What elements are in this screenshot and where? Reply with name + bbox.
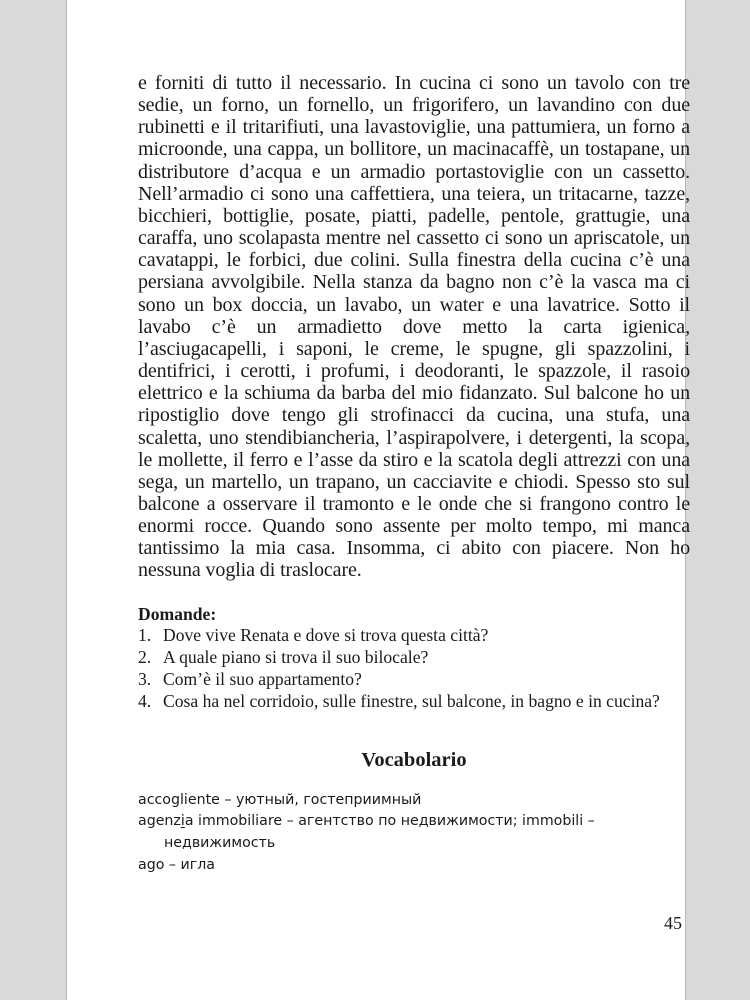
question-text: A quale piano si trova il suo bilocale? bbox=[163, 647, 429, 668]
question-item bbox=[138, 647, 690, 669]
question-item bbox=[138, 669, 690, 691]
question-text: Dove vive Renata e dove si trova questa città? bbox=[163, 625, 489, 646]
questions-section bbox=[138, 604, 690, 713]
vocabulary-entry bbox=[138, 811, 690, 855]
stress-mark: i bbox=[180, 813, 185, 830]
question-number: 3. bbox=[138, 668, 152, 689]
book-page bbox=[66, 0, 690, 1000]
question-list bbox=[138, 625, 690, 712]
vocabulary-heading: Vocabolario bbox=[361, 748, 467, 771]
question-text: Cosa ha nel corridoio, sulle finestre, sul balcone, in bagno e in cucina? bbox=[163, 690, 660, 711]
vocabulary-term bbox=[138, 813, 282, 829]
vocabulary-translation: игла bbox=[180, 856, 215, 873]
vocabulary-translation: уютный, гостеприимный bbox=[236, 791, 422, 808]
vocabulary-term: accogliente bbox=[138, 791, 220, 808]
body-paragraph: e forniti di tutto il necessario. In cucina ci sono un tavolo con tre sedie, un forno, un fornello, un frigorifero, un lavandino con due rubinetti e il tritarifiuti, una lavastoviglie, una pattumiera, un forno a microonde, una cappa, un bollitore, un macinacaffè, un tostapane, un distributore d’acqua e un armadio portastoviglie con un cassetto. Nell’armadio ci sono una caffettiera, una teiera, un tritacarne, tazze, bicchieri, bottiglie, posate, piatti, padelle, pentole, grattugie, una caraffa, uno scolapasta mentre nel cassetto ci sono un apriscatole, un cavatappi, le forbici, due colini. Sulla finestra della cucina c’è una persiana avvolgibile. Nella stanza da bagno non c’è la vasca ma ci sono un box doccia, un lavabo, un water e una lavatrice. Sotto il lavabo c’è un armadietto dove metto la carta igienica, l’asciugacapelli, i saponi, le creme, le spugne, gli spazzolini, i dentifrici, i cerotti, i profumi, i deodoranti, le spazzole, il rasoio elettrico e la schiuma da barba del mio fidanzato. Sul balcone ho un ripostiglio dove tengo gli strofinacci da cucina, una stufa, una scaletta, uno stendibiancheria, l’aspirapolvere, i detergenti, la scopa, le mollette, il ferro e l’asse da stiro e la scatola degli attrezzi con una sega, un martello, un trapano, un cacciavite e chiodi. Spesso sto sul balcone a osservare il tramonto e le onde che si frangono contro le enormi rocce. Quando sono assente per molto tempo, mi manca tantissimo la mia casa. Insomma, ci abito con piacere. Non ho nessuna voglia di traslocare. bbox=[138, 72, 690, 582]
page-number: 45 bbox=[664, 913, 682, 933]
vocabulary-term: ago bbox=[138, 856, 165, 873]
vocabulary-translation: агентство по недвижимости; immobili – недвижимость bbox=[164, 813, 595, 852]
vocabulary-term-end: a immobiliare bbox=[184, 813, 283, 830]
vocabulary-term-start: agenz bbox=[138, 813, 181, 830]
vocabulary-entry bbox=[138, 855, 690, 877]
vocabulary-separator: – bbox=[164, 856, 181, 873]
question-item bbox=[138, 691, 690, 713]
question-item bbox=[138, 625, 690, 647]
question-number: 4. bbox=[138, 690, 152, 711]
question-text: Com’è il suo appartamento? bbox=[163, 668, 362, 689]
question-number: 2. bbox=[138, 647, 152, 668]
vocabulary-list bbox=[138, 790, 690, 877]
page-content bbox=[138, 72, 690, 877]
vocabulary-separator: – bbox=[282, 813, 299, 830]
question-number: 1. bbox=[138, 625, 152, 646]
questions-title: Domande: bbox=[138, 603, 217, 624]
vocabulary-entry bbox=[138, 790, 690, 812]
vocabulary-separator: – bbox=[219, 791, 237, 808]
